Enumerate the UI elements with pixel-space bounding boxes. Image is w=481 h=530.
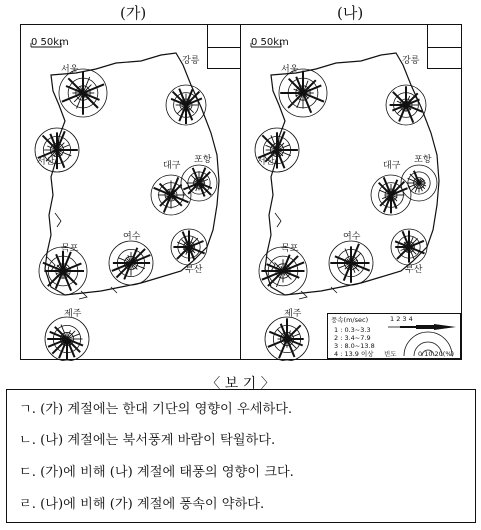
scale-bar-label: 0 50km [31,37,69,48]
station-label-mokpo: 목포 [61,244,79,254]
station-label-gangneung: 강릉 [182,56,200,66]
station-label-pohang: 포항 [414,155,432,165]
station-label-seosan: 서산 [257,157,275,167]
panel-title-ga: (가) [120,4,147,22]
ulleung-dokdo-inset [207,25,241,69]
station-label-gangneung: 강릉 [402,56,420,66]
panel-title-na: (나) [337,4,364,22]
wind-rose-spoke [262,135,277,150]
station-label-seosan: 서산 [37,157,55,167]
station-label-jeju: 제주 [284,309,302,319]
wind-rose [279,69,327,117]
wind-rose-spoke [193,168,199,183]
wind-rose [401,165,437,201]
korea-peninsula-outline [241,25,463,361]
station-label-jeju: 제주 [64,309,82,319]
legend-freq-ticks: 0 10 20(%) [418,350,455,358]
wind-rose [181,165,217,201]
wind-rose [371,175,411,215]
legend-class-3: 3 : 8.0~13.8 [334,342,375,350]
legend-class-1: 1 : 0.3~3.3 [334,326,371,334]
station-label-seoul: 서울 [281,65,299,75]
legend-bar-ticks: 1 2 3 4 [390,315,413,323]
korea-peninsula-outline [21,25,243,361]
ulleung-dokdo-inset [427,25,461,69]
station-label-pohang: 포항 [194,155,212,165]
bogi-item-3: ㄷ. (가)에 비해 (나) 계절에 태풍의 영향이 크다. [19,465,294,480]
wind-rose [109,241,153,285]
legend-title: 풍속(m/sec) [331,316,369,324]
wind-rose [45,317,89,361]
wind-rose [59,69,107,117]
station-label-yeosu: 여수 [343,232,361,242]
wind-speed-legend [327,313,461,359]
station-label-yeosu: 여수 [123,232,141,242]
station-label-mokpo: 목포 [281,244,299,254]
station-label-busan: 부산 [185,265,203,275]
bogi-item-1: ㄱ. (가) 계절에는 한대 기단의 영향이 우세하다. [19,402,293,417]
bogi-item-2: ㄴ. (나) 계절에는 북서풍계 바람이 탁월하다. [19,433,276,448]
wind-rose [39,247,87,295]
wind-rose [329,241,373,285]
bogi-title: 〈 보 기 〉 [206,376,275,392]
wind-rose-map-ga [20,24,242,360]
bogi-item-4: ㄹ. (나)에 비해 (가) 계절에 풍속이 약하다. [19,497,265,512]
wind-rose [265,317,309,361]
bogi-box [6,389,476,523]
legend-class-4: 4 : 13.9 이상 [334,350,374,358]
wind-rose [259,247,307,295]
station-label-busan: 부산 [405,265,423,275]
wind-rose-spoke [393,92,406,105]
legend-freq-label: 빈도 [384,350,397,358]
station-label-daegu: 대구 [163,161,181,171]
wind-rose [391,229,427,265]
wind-rose-spoke [177,247,189,259]
station-label-daegu: 대구 [383,161,401,171]
wind-rose-spoke [397,247,409,259]
station-label-seoul: 서울 [61,65,79,75]
wind-rose [151,175,191,215]
scale-bar-label: 0 50km [251,37,289,48]
wind-rose-map-na [240,24,462,360]
legend-class-2: 2 : 3.4~7.9 [334,334,371,342]
wind-rose-spoke [283,271,299,278]
wind-rose [171,229,207,265]
